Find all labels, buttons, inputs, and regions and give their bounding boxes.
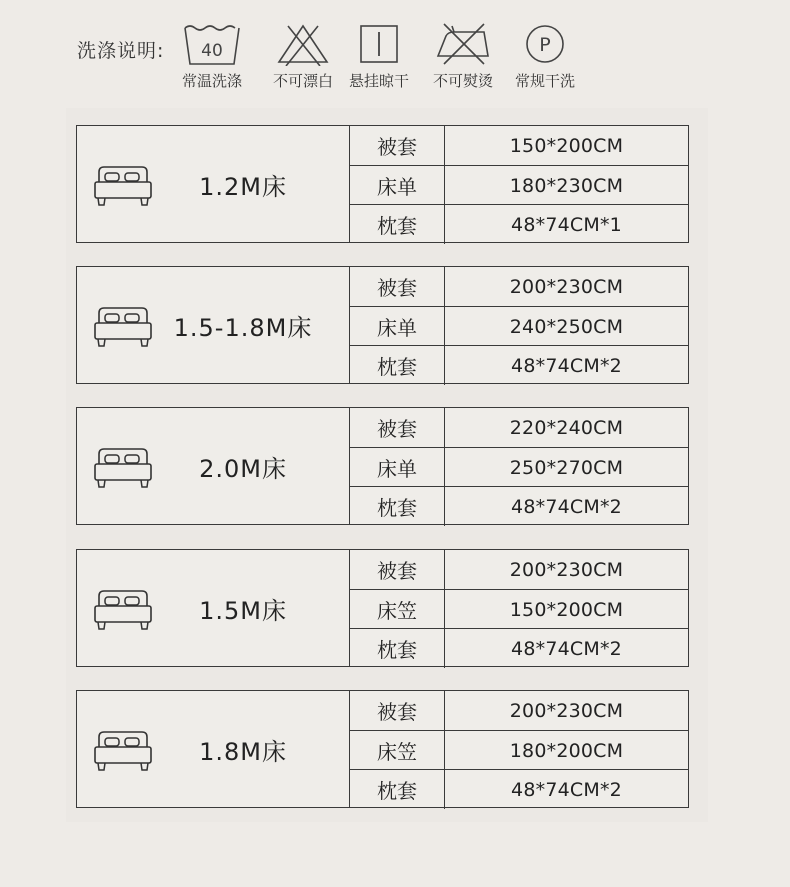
care-label-wash: 常温洗涤 <box>181 72 242 90</box>
item-dimension: 150*200CM <box>509 134 624 157</box>
item-name: 枕套 <box>350 205 445 244</box>
item-dimension: 240*250CM <box>509 315 624 338</box>
care-label-no-iron: 不可熨烫 <box>432 72 493 90</box>
size-rows <box>350 267 688 383</box>
no-bleach-icon <box>274 22 332 66</box>
table-row <box>350 550 688 589</box>
no-iron-icon <box>432 22 494 66</box>
care-label-hang-dry: 悬挂晾干 <box>348 72 409 90</box>
table-row <box>350 691 688 730</box>
item-name: 床笠 <box>350 731 445 770</box>
care-item-hang-dry <box>334 20 424 100</box>
size-rows <box>350 691 688 807</box>
table-row <box>350 204 688 244</box>
table-row <box>350 447 688 487</box>
item-name: 被套 <box>350 550 445 589</box>
item-name: 床笠 <box>350 590 445 629</box>
item-dimension: 48*74CM*1 <box>511 213 622 236</box>
size-table <box>76 549 689 667</box>
bed-cell <box>77 691 350 807</box>
care-item-wash <box>167 20 257 100</box>
table-row <box>350 267 688 306</box>
table-row <box>350 730 688 770</box>
size-table <box>76 125 689 243</box>
item-name: 床单 <box>350 448 445 487</box>
item-name: 枕套 <box>350 346 445 385</box>
item-name: 枕套 <box>350 770 445 809</box>
table-row <box>350 306 688 346</box>
item-name: 被套 <box>350 408 445 447</box>
size-table <box>76 266 689 384</box>
bed-size-label: 1.5M床 <box>199 596 287 625</box>
table-row <box>350 345 688 385</box>
item-dimension: 180*200CM <box>509 739 624 762</box>
item-name: 枕套 <box>350 487 445 526</box>
care-label-dry-clean: 常规干洗 <box>514 72 575 90</box>
item-name: 床单 <box>350 166 445 205</box>
item-dimension: 48*74CM*2 <box>511 778 622 801</box>
wash-40-icon <box>181 22 243 66</box>
dry-clean-letter: P <box>539 34 551 56</box>
item-dimension: 200*230CM <box>509 275 624 298</box>
size-rows <box>350 408 688 524</box>
item-dimension: 220*240CM <box>509 416 624 439</box>
item-name: 被套 <box>350 691 445 730</box>
item-dimension: 48*74CM*2 <box>511 354 622 377</box>
care-item-dry-clean <box>500 20 590 100</box>
dry-clean-p-icon <box>522 22 568 68</box>
bed-cell <box>77 408 350 524</box>
hang-dry-icon <box>357 22 401 66</box>
item-name: 枕套 <box>350 629 445 668</box>
care-item-no-iron <box>418 20 508 100</box>
table-row <box>350 126 688 165</box>
item-dimension: 200*230CM <box>509 699 624 722</box>
wash-temp-text: 40 <box>201 41 223 61</box>
size-table <box>76 407 689 525</box>
table-row <box>350 486 688 526</box>
item-dimension: 200*230CM <box>509 558 624 581</box>
bed-size-label: 2.0M床 <box>199 454 287 483</box>
table-row <box>350 408 688 447</box>
item-dimension: 180*230CM <box>509 174 624 197</box>
size-table <box>76 690 689 808</box>
table-row <box>350 589 688 629</box>
bed-cell <box>77 126 350 242</box>
size-rows <box>350 550 688 666</box>
size-rows <box>350 126 688 242</box>
bed-size-label: 1.5-1.8M床 <box>173 313 313 342</box>
bed-size-label: 1.8M床 <box>199 737 287 766</box>
item-dimension: 150*200CM <box>509 598 624 621</box>
bed-cell <box>77 550 350 666</box>
care-label-no-bleach: 不可漂白 <box>272 72 333 90</box>
item-name: 被套 <box>350 267 445 306</box>
item-name: 被套 <box>350 126 445 165</box>
table-row <box>350 628 688 668</box>
bed-size-label: 1.2M床 <box>199 172 287 201</box>
bed-cell <box>77 267 350 383</box>
care-instructions <box>0 0 790 100</box>
item-name: 床单 <box>350 307 445 346</box>
table-row <box>350 769 688 809</box>
item-dimension: 48*74CM*2 <box>511 495 622 518</box>
item-dimension: 250*270CM <box>509 456 624 479</box>
care-title: 洗涤说明: <box>77 40 165 62</box>
item-dimension: 48*74CM*2 <box>511 637 622 660</box>
table-row <box>350 165 688 205</box>
